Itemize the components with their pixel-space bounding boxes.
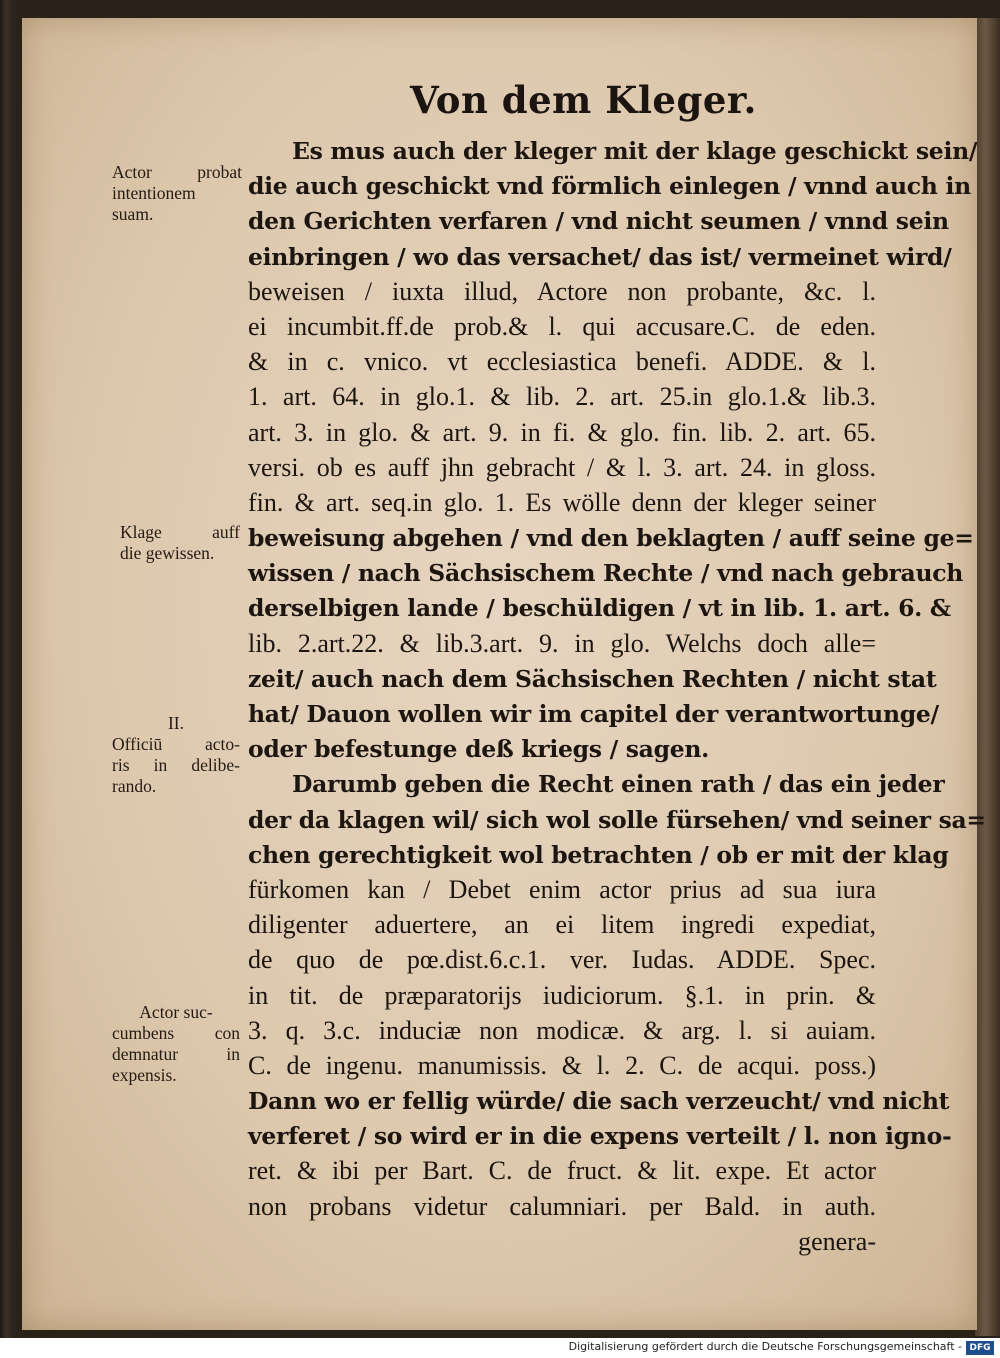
marginal-line: Officiū acto-	[112, 734, 240, 754]
text-line-content: fürkomen kan / Debet enim actor prius ad sua iura	[248, 874, 876, 904]
text-line-content: & in c. vnico. vt ecclesiastica benefi. ADDE. & l.	[248, 347, 876, 377]
text-line-content: versi. ob es auff jhn gebracht / & l. 3. art. 24. in gloss.	[248, 452, 876, 482]
text-line	[248, 802, 986, 837]
text-line	[248, 1013, 876, 1048]
text-line-content: oder befestunge deß kriegs / sagen.	[248, 735, 710, 764]
marginal-line: cumbens con	[112, 1023, 240, 1043]
text-line-content: einbringen / wo das versachet/ das ist/ vermeinet wird/	[248, 242, 952, 271]
text-line-content: der da klagen wil/ sich wol solle fürsehen/ vnd seiner sa=	[248, 805, 986, 834]
text-line-content: die auch geschickt vnd förmlich einlegen / vnnd auch in	[248, 172, 971, 201]
text-line-content: zeit/ auch nach dem Sächsischen Rechten / nicht stat	[248, 664, 937, 693]
text-line-content: Darumb geben die Recht einen rath / das ein jeder	[292, 770, 945, 799]
main-text-block	[248, 133, 986, 1256]
text-line	[248, 1153, 876, 1188]
text-line-content: wissen / nach Sächsischem Rechte / vnd nach gebrauch	[248, 559, 964, 588]
text-line-content: chen gerechtigkeit wol betrachten / ob er mit der klag	[248, 840, 949, 869]
text-line	[248, 450, 876, 485]
dfg-logo: DFG	[966, 1341, 994, 1355]
marginal-note-actor-succumbens	[112, 1002, 240, 1086]
text-line	[248, 1048, 876, 1083]
digitization-footer	[0, 1338, 1000, 1358]
text-line	[248, 1083, 950, 1118]
marginal-line: intentionem	[112, 183, 196, 203]
text-line	[248, 626, 876, 661]
text-line	[248, 696, 939, 731]
text-line	[248, 590, 951, 625]
text-line-content: verferet / so wird er in die expens verteilt / l. non igno-	[248, 1122, 952, 1151]
text-line	[248, 1189, 876, 1224]
marginal-line: die gewissen.	[120, 543, 215, 563]
marginal-line: Actor probat	[112, 162, 242, 182]
text-line	[248, 766, 945, 801]
text-line	[248, 942, 876, 977]
text-line-content: diligenter aduertere, an ei litem ingredi expediat,	[248, 910, 876, 940]
text-line	[248, 520, 974, 555]
marginal-line: rando.	[112, 776, 157, 796]
marginal-line: demnatur in	[112, 1044, 240, 1064]
text-line	[248, 344, 876, 379]
text-line-content: 1. art. 64. in glo.1. & lib. 2. art. 25.in glo.1.& lib.3.	[248, 382, 876, 412]
marginal-line: ris in delibe-	[112, 755, 240, 775]
text-line	[248, 239, 952, 274]
text-line	[248, 485, 876, 520]
marginal-note-officium	[112, 713, 240, 797]
marginal-line: suam.	[112, 204, 154, 224]
text-line	[248, 379, 876, 414]
text-line	[248, 203, 949, 238]
text-line-content: Dann wo er fellig würde/ die sach verzeucht/ vnd nicht	[248, 1087, 950, 1116]
marginal-line: II.	[167, 713, 185, 733]
catchword-text: genera-	[798, 1227, 876, 1256]
text-line	[248, 872, 876, 907]
book-edge	[975, 18, 1000, 1336]
text-line	[248, 907, 876, 942]
text-line-content: de quo de pœ.dist.6.c.1. ver. Iudas. ADDE. Spec.	[248, 945, 876, 975]
text-line-content: art. 3. in glo. & art. 9. in fi. & glo. fin. lib. 2. art. 65.	[248, 417, 876, 447]
text-line-content: 3. q. 3.c. induciæ non modicæ. & arg. l. si auiam.	[248, 1015, 876, 1045]
running-head: Von dem Kleger.	[410, 78, 757, 122]
text-line-content: fin. & art. seq.in glo. 1. Es wölle denn der kleger seiner	[248, 487, 876, 517]
text-line	[248, 555, 964, 590]
text-line-content: beweisung abgehen / vnd den beklagten / auff seine ge=	[248, 524, 974, 553]
text-line	[248, 837, 949, 872]
text-line-content: ei incumbit.ff.de prob.& l. qui accusare.C. de eden.	[248, 311, 876, 341]
text-line-content: den Gerichten verfaren / vnd nicht seumen / vnnd sein	[248, 207, 949, 236]
marginal-line: expensis.	[112, 1065, 177, 1085]
marginal-note-klage-auff	[120, 522, 240, 564]
text-line	[248, 309, 876, 344]
text-line	[248, 415, 876, 450]
marginal-line: Klage auff	[120, 522, 240, 542]
marginal-note-actor-probat	[112, 162, 242, 225]
text-line-content: non probans videtur calumniari. per Bald. in auth.	[248, 1191, 876, 1221]
text-line	[248, 274, 876, 309]
text-line	[248, 133, 978, 168]
text-line-content: derselbigen lande / beschüldigen / vt in lib. 1. art. 6. &	[248, 594, 951, 623]
text-line	[248, 1118, 952, 1153]
text-line	[248, 731, 876, 766]
text-line	[248, 978, 876, 1013]
marginal-line: Actor suc-	[139, 1002, 213, 1022]
text-line-content: lib. 2.art.22. & lib.3.art. 9. in glo. Welchs doch alle=	[248, 628, 876, 658]
text-line	[248, 168, 971, 203]
text-line-content: Es mus auch der kleger mit der klage geschickt sein/	[292, 137, 978, 165]
footer-credit: Digitalisierung gefördert durch die Deutsche Forschungsgemeinschaft -	[568, 1340, 962, 1353]
text-line-content: ret. & ibi per Bart. C. de fruct. & lit. expe. Et actor	[248, 1156, 876, 1186]
catchword	[248, 1224, 876, 1259]
text-line-content: hat/ Dauon wollen wir im capitel der verantwortunge/	[248, 700, 939, 728]
text-line-content: beweisen / iuxta illud, Actore non probante, &c. l.	[248, 276, 876, 306]
text-line	[248, 661, 937, 696]
text-line-content: C. de ingenu. manumissis. & l. 2. C. de acqui. poss.)	[248, 1050, 876, 1080]
text-line-content: in tit. de præparatorijs iudiciorum. §.1. in prin. &	[248, 980, 876, 1010]
